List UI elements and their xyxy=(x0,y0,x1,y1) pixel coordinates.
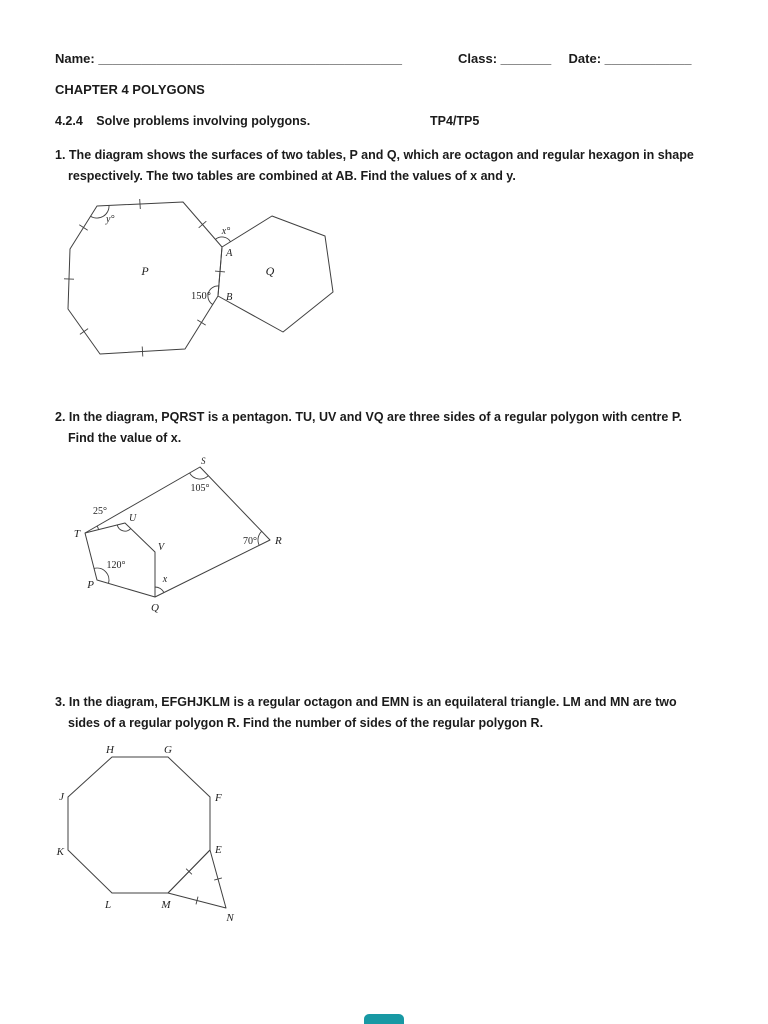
question-1-line1: 1. The diagram shows the surfaces of two tables, P and Q, which are octagon and regular hexagon in shape xyxy=(55,148,694,162)
vertex-label-q: Q xyxy=(265,264,275,278)
tp-tag: TP4/TP5 xyxy=(430,114,480,128)
vertex-label-s: S xyxy=(201,456,206,466)
angle-label-x: x° xyxy=(221,226,231,237)
vertex-label-j: J xyxy=(59,791,64,803)
angle-label-120: 120° xyxy=(106,560,126,571)
class-label: Class: xyxy=(458,51,498,66)
vertex-label-u: U xyxy=(129,513,137,524)
date-label: Date: xyxy=(568,51,602,66)
vertex-label-e: E xyxy=(215,844,222,856)
date-blank-line: ____________ xyxy=(604,51,692,66)
vertex-label-g: G xyxy=(164,744,172,756)
objective-code: 4.2.4 xyxy=(55,114,83,128)
diagram-2-pentagon xyxy=(70,455,290,615)
question-3-line1: 3. In the diagram, EFGHJKLM is a regular octagon and EMN is an equilateral triangle. LM and MN are two xyxy=(55,695,677,709)
diagram-1-octagon-hexagon xyxy=(60,195,350,365)
vertex-label-r: R xyxy=(275,535,282,547)
vertex-label-t: T xyxy=(73,528,80,540)
angle-arc-u xyxy=(117,525,131,531)
question-1 xyxy=(55,145,725,187)
vertex-label-a: A xyxy=(226,248,233,259)
angle-label-y: y° xyxy=(106,214,115,225)
question-2-number: 2. xyxy=(55,410,66,424)
angle-arc-x xyxy=(216,237,231,242)
octagon-efghjklm-shape xyxy=(68,757,210,893)
angle-label-25: 25° xyxy=(93,506,107,517)
vertex-label-n: N xyxy=(226,912,234,924)
class-date-row xyxy=(458,51,691,66)
objective-title: Solve problems involving polygons. xyxy=(96,114,311,128)
angle-arc-70 xyxy=(258,531,262,545)
vertex-label-m: M xyxy=(161,899,171,911)
angle-label-105: 105° xyxy=(190,483,210,494)
angle-label-70: 70° xyxy=(243,536,257,547)
vertex-label-f: F xyxy=(215,792,222,804)
question-1-line2: respectively. The two tables are combined at AB. Find the values of x and y. xyxy=(68,169,516,183)
vertex-label-k: K xyxy=(56,846,64,858)
name-blank-line: __________________________________________ xyxy=(98,51,403,66)
question-2 xyxy=(55,407,725,449)
question-3-line2: sides of a regular polygon R. Find the number of sides of the regular polygon R. xyxy=(68,716,544,730)
objective-line xyxy=(55,114,310,128)
vertex-label-p: P xyxy=(141,264,149,278)
footer-page-marker[interactable] xyxy=(364,1014,404,1024)
vertex-label-h: H xyxy=(106,744,114,756)
class-blank-line: _______ xyxy=(500,51,552,66)
name-row xyxy=(55,51,402,66)
angle-arc-25 xyxy=(97,526,99,530)
question-2-line1: 2. In the diagram, PQRST is a pentagon. TU, UV and VQ are three sides of a regular polygon with centre P. xyxy=(55,410,683,424)
chapter-title: CHAPTER 4 POLYGONS xyxy=(55,82,205,97)
question-3 xyxy=(55,692,725,734)
angle-arc-x xyxy=(155,587,164,593)
vertex-label-v: V xyxy=(158,542,165,553)
octagon-p-shape xyxy=(68,202,222,354)
pentagon-pqrst-shape xyxy=(85,467,270,597)
vertex-label-b: B xyxy=(226,292,233,303)
question-2-line2: Find the value of x. xyxy=(68,431,182,445)
question-1-number: 1. xyxy=(55,148,66,162)
vertex-label-p: P xyxy=(87,579,94,591)
hexagon-q-shape xyxy=(218,216,333,332)
diagram-3-octagon-triangle xyxy=(55,740,250,930)
angle-label-150: 150° xyxy=(191,291,211,302)
angle-arc-105 xyxy=(190,473,209,479)
vertex-label-q: Q xyxy=(151,602,159,614)
question-3-number: 3. xyxy=(55,695,66,709)
vertex-label-l: L xyxy=(104,899,112,911)
name-label: Name: xyxy=(55,51,95,66)
angle-label-x: x xyxy=(162,574,168,585)
